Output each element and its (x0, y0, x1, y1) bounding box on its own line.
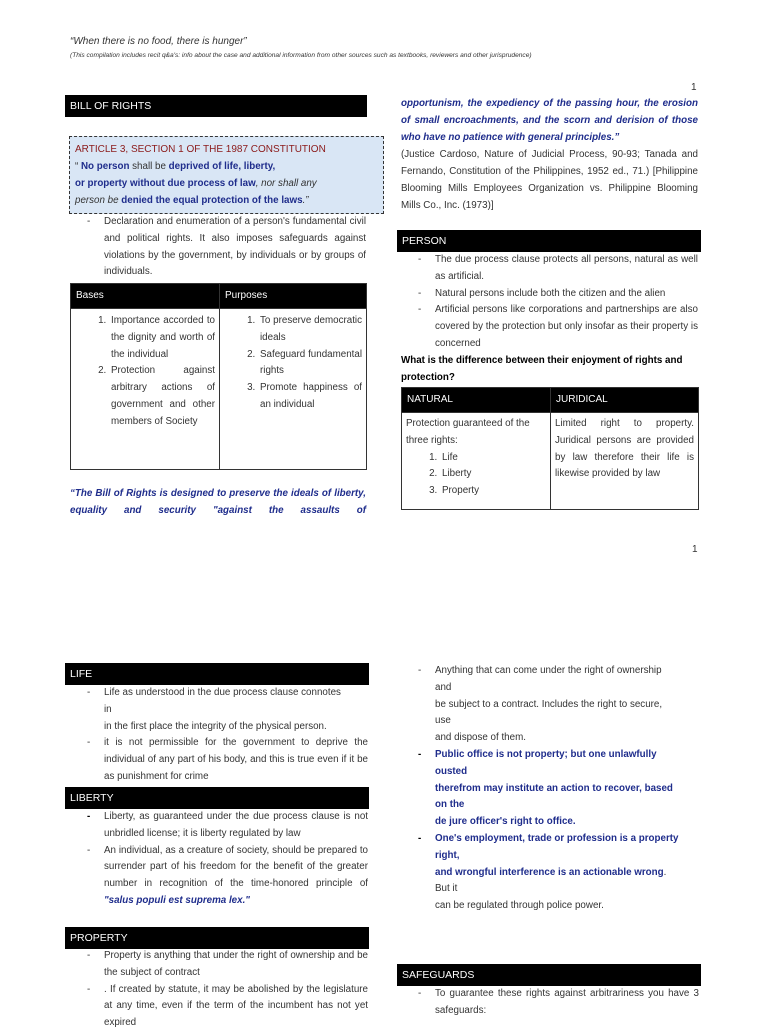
list-item: 2. Protection against arbitrary actions of government and other members of Society (109, 363, 215, 430)
life-text: in the first place the integrity of the physical person. (104, 720, 327, 732)
public-office-text: de jure officer's right to office. (435, 816, 576, 828)
employment-line (435, 865, 699, 882)
list-item: - Artificial persons like corporations and partnerships are also covered by the protection but only insofar as their property is concerned (401, 302, 698, 352)
bill-of-rights-quote: “The Bill of Rights is designed to preserve the ideals of liberty, equality and security "against the assaults of (70, 488, 366, 516)
natural-intro: Protection guaranteed of the three rights: (406, 418, 530, 446)
list-item: 1. Importance accorded to the dignity and worth of the individual (109, 313, 215, 363)
ownership-text: and dispose of them. (435, 732, 526, 744)
deprived-text: deprived of life, liberty, (168, 161, 276, 172)
list-item: - Liberty, as guaranteed under the due process clause is not unbridled license; it is liberty regulated by law (70, 809, 368, 843)
section-safeguards: SAFEGUARDS (397, 964, 701, 986)
salus-populi-text: "salus populi est suprema lex." (104, 894, 250, 906)
natural-juridical-table (401, 387, 699, 510)
list-item (401, 831, 699, 915)
section-liberty: LIBERTY (65, 787, 369, 809)
box-heading: ARTICLE 3, SECTION 1 OF THE 1987 CONSTITUTION (75, 144, 326, 155)
section-person: PERSON (397, 230, 701, 252)
bases-cell (71, 309, 220, 470)
due-process-text: or property without due process of law (75, 178, 256, 189)
employment-text: can be regulated through police power. (435, 900, 604, 912)
box-text: person be (75, 195, 122, 206)
section-property: PROPERTY (65, 927, 369, 949)
employment-text: right, (435, 849, 460, 861)
employment-text: But it (435, 883, 458, 895)
list-item (401, 747, 699, 831)
ownership-text: use (435, 715, 451, 727)
period: . (663, 866, 667, 878)
public-office-text: ousted (435, 765, 468, 777)
list-item (70, 843, 368, 910)
list-item: - Property is anything that under the right of ownership and be the subject of contract (70, 948, 368, 982)
list-item: 3. Property (440, 483, 547, 500)
person-list (401, 252, 698, 353)
section-life: LIFE (65, 663, 369, 685)
ownership-text: and (435, 681, 452, 693)
page-number-bottom: 1 (692, 544, 698, 555)
citation: (Justice Cardoso, Nature of Judicial Process, 90-93; Tanada and Fernando, Constitution of the Philippines, 1952 ed., 71.) [Philippine Blooming Mills Employees Organization vs. Philippine Blooming Mills Co., Inc. (1973)] (401, 149, 698, 211)
page-number-top: 1 (691, 82, 697, 93)
property-right-list (401, 663, 699, 915)
public-office-text: on the (435, 799, 465, 811)
declaration-list (70, 214, 366, 281)
quote-mark: .” (302, 195, 309, 206)
liberty-list (70, 809, 368, 910)
difference-question: What is the difference between their enjoyment of rights and protection? (401, 355, 683, 383)
bases-purposes-table (70, 283, 367, 470)
equal-protection-text: denied the equal protection of the laws (121, 195, 303, 206)
col-purposes: Purposes (220, 284, 367, 309)
col-juridical: JURIDICAL (551, 388, 699, 413)
list-item: - it is not permissible for the government to deprive the individual of any part of his body, and this is true even if it be as punishment for crime (70, 735, 368, 785)
list-item: - The due process clause protects all persons, natural as well as artificial. (401, 252, 698, 286)
quote-continuation: opportunism, the expediency of the passing hour, the erosion of small encroachments, and the scorn and derision of those who have no patience with general principles.” (401, 98, 698, 143)
list-item: 1. Life (440, 450, 547, 467)
header-note: (This compilation includes recit q&a's: info about the case and additional information from other sources such as textbooks, reviewers and other jurisprudence) (70, 52, 532, 59)
list-item: 2. Safeguard fundamental rights (258, 347, 362, 381)
col-bases: Bases (71, 284, 220, 309)
col-natural: NATURAL (402, 388, 551, 413)
header-title: “When there is no food, there is hunger” (70, 36, 247, 47)
box-line-1 (75, 158, 378, 175)
public-office-text: therefrom may institute an action to recover, based (435, 782, 673, 794)
no-person-text: No person (80, 161, 130, 172)
purposes-cell (220, 309, 367, 470)
list-item: - Declaration and enumeration of a person's fundamental civil and political rights. It also imposes safeguards against violations by the government, by individuals or by groups of individuals. (70, 214, 366, 281)
public-office-text: - Public office is not property; but one unlawfully (435, 748, 657, 760)
box-text: shall be (129, 161, 169, 172)
list-item: - To guarantee these rights against arbitrariness you have 3 safeguards: (401, 986, 699, 1020)
box-line-2 (75, 175, 378, 192)
list-item: 3. Promote happiness of an individual (258, 380, 362, 414)
ownership-text: be subject to a contract. Includes the right to secure, (435, 698, 663, 710)
employment-text: and wrongful interference is an actionable wrong (435, 866, 664, 878)
property-list (70, 948, 368, 1032)
safeguards-list (401, 986, 699, 1020)
list-item: 1. To preserve democratic ideals (258, 313, 362, 347)
box-line-3 (75, 192, 378, 209)
list-item (70, 685, 368, 735)
document-header (70, 36, 690, 59)
section-bill-of-rights: BILL OF RIGHTS (65, 95, 367, 117)
quote-mark: “ (75, 161, 81, 172)
liberty-text: An individual, as a creature of society, should be prepared to surrender part of his freedom for the benefit of the greater number in recognition of the time-honored principle of (104, 844, 368, 890)
list-item: 2. Liberty (440, 466, 547, 483)
list-item: - . If created by statute, it may be abolished by the legislature at any time, even if the term of the incumbent has not yet expired (70, 982, 368, 1032)
juridical-cell: Limited right to property. Juridical persons are provided by law therefore their life is likewise provided by law (551, 413, 699, 510)
box-text: , nor shall any (255, 178, 317, 189)
life-text: in (104, 703, 112, 715)
life-list (70, 685, 368, 786)
ownership-text: - Anything that can come under the right of ownership (435, 665, 662, 676)
list-item (401, 663, 699, 747)
life-text: - Life as understood in the due process clause connotes (104, 687, 341, 698)
constitution-box (69, 136, 384, 214)
list-item: - Natural persons include both the citizen and the alien (401, 286, 698, 303)
natural-cell (402, 413, 551, 510)
employment-text: - One's employment, trade or profession is a property (435, 832, 679, 844)
